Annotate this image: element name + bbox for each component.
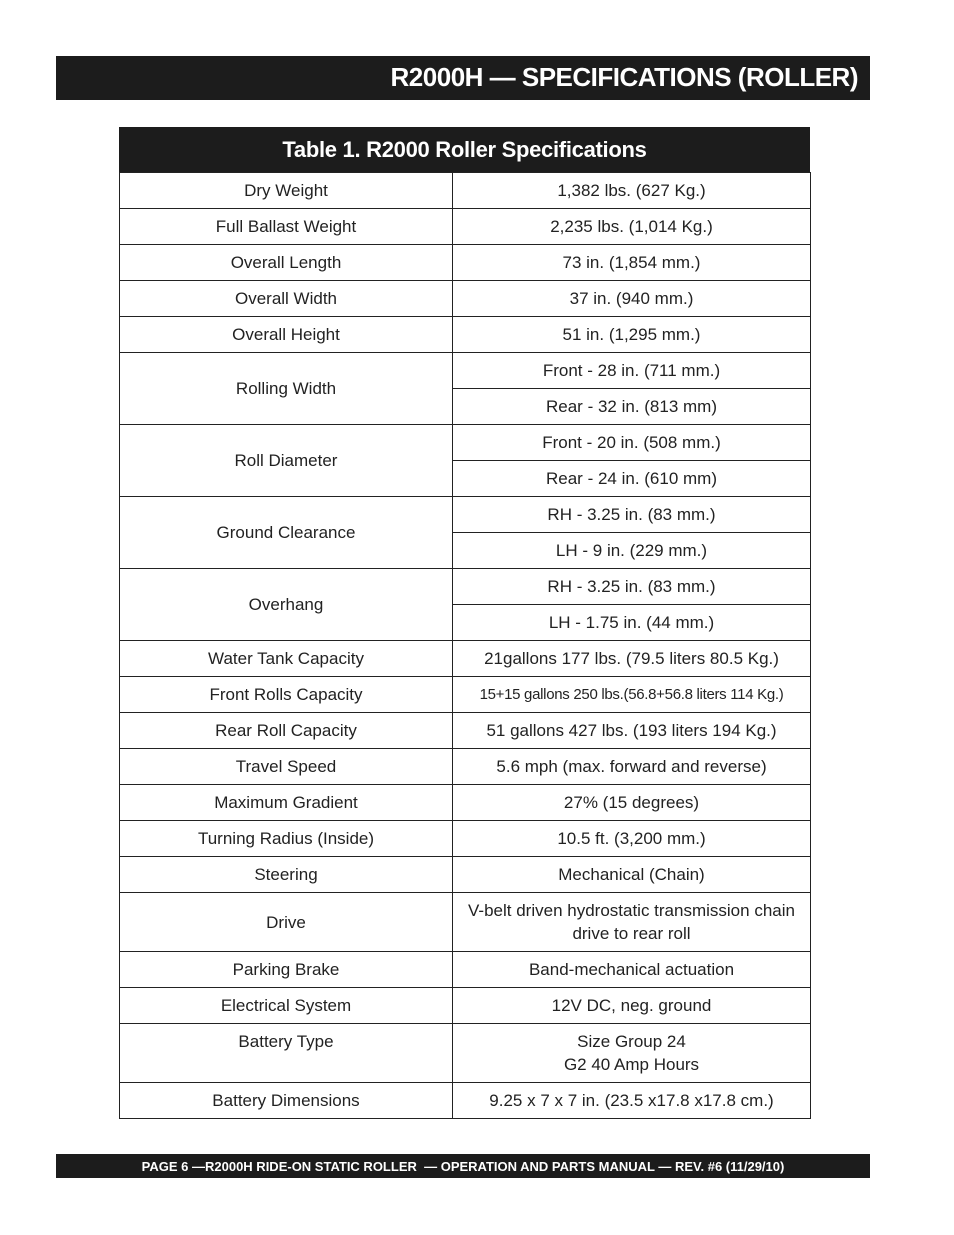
spec-row [120, 821, 811, 857]
spec-value: RH - 3.25 in. (83 mm.) [453, 497, 811, 533]
spec-label: Dry Weight [120, 173, 453, 209]
spec-row [120, 497, 811, 533]
spec-row [120, 857, 811, 893]
spec-label: Roll Diameter [120, 425, 453, 497]
spec-label: Water Tank Capacity [120, 641, 453, 677]
spec-value: 1,382 lbs. (627 Kg.) [453, 173, 811, 209]
spec-label: Electrical System [120, 988, 453, 1024]
spec-value: 9.25 x 7 x 7 in. (23.5 x17.8 x17.8 cm.) [453, 1083, 811, 1119]
spec-row [120, 677, 811, 713]
spec-label: Parking Brake [120, 952, 453, 988]
spec-label: Maximum Gradient [120, 785, 453, 821]
page-header-banner [56, 56, 870, 100]
table-title: Table 1. R2000 Roller Specifications [119, 127, 810, 172]
spec-value: 5.6 mph (max. forward and reverse) [453, 749, 811, 785]
spec-label: Drive [120, 893, 453, 952]
spec-label: Overall Length [120, 245, 453, 281]
spec-label: Overall Height [120, 317, 453, 353]
spec-table-body [119, 172, 811, 1119]
spec-row [120, 893, 811, 952]
spec-value: 73 in. (1,854 mm.) [453, 245, 811, 281]
spec-label: Ground Clearance [120, 497, 453, 569]
spec-label: Front Rolls Capacity [120, 677, 453, 713]
spec-row [120, 952, 811, 988]
spec-label: Battery Dimensions [120, 1083, 453, 1119]
specifications-table [119, 127, 810, 1119]
spec-value: Mechanical (Chain) [453, 857, 811, 893]
spec-value: 51 gallons 427 lbs. (193 liters 194 Kg.) [453, 713, 811, 749]
spec-label: Full Ballast Weight [120, 209, 453, 245]
spec-label: Steering [120, 857, 453, 893]
spec-row [120, 1083, 811, 1119]
spec-value: 37 in. (940 mm.) [453, 281, 811, 317]
spec-value: Rear - 32 in. (813 mm) [453, 389, 811, 425]
spec-label: Battery Type [120, 1024, 453, 1083]
spec-row [120, 749, 811, 785]
spec-row [120, 641, 811, 677]
spec-row [120, 1024, 811, 1083]
spec-value: LH - 1.75 in. (44 mm.) [453, 605, 811, 641]
spec-value: 2,235 lbs. (1,014 Kg.) [453, 209, 811, 245]
spec-label: Travel Speed [120, 749, 453, 785]
page-title: R2000H — SPECIFICATIONS (ROLLER) [390, 62, 858, 92]
spec-row [120, 281, 811, 317]
spec-value: RH - 3.25 in. (83 mm.) [453, 569, 811, 605]
spec-value: Rear - 24 in. (610 mm) [453, 461, 811, 497]
spec-value: 15+15 gallons 250 lbs.(56.8+56.8 liters 114 Kg.) [453, 677, 811, 713]
spec-value: 51 in. (1,295 mm.) [453, 317, 811, 353]
spec-row [120, 785, 811, 821]
spec-row [120, 988, 811, 1024]
spec-value: Front - 20 in. (508 mm.) [453, 425, 811, 461]
spec-value: Size Group 24 G2 40 Amp Hours [453, 1024, 811, 1083]
spec-value: Band-mechanical actuation [453, 952, 811, 988]
spec-label: Rolling Width [120, 353, 453, 425]
spec-label: Overall Width [120, 281, 453, 317]
spec-row [120, 713, 811, 749]
spec-value: 27% (15 degrees) [453, 785, 811, 821]
spec-row [120, 425, 811, 461]
spec-row [120, 317, 811, 353]
spec-row [120, 245, 811, 281]
spec-value: 12V DC, neg. ground [453, 988, 811, 1024]
spec-value: 10.5 ft. (3,200 mm.) [453, 821, 811, 857]
spec-label: Overhang [120, 569, 453, 641]
spec-label: Turning Radius (Inside) [120, 821, 453, 857]
spec-row [120, 353, 811, 389]
spec-row [120, 209, 811, 245]
spec-row [120, 173, 811, 209]
page-footer: PAGE 6 —R2000H RIDE-ON STATIC ROLLER — OPERATION AND PARTS MANUAL — REV. #6 (11/29/10) [56, 1154, 870, 1178]
spec-label: Rear Roll Capacity [120, 713, 453, 749]
spec-value: LH - 9 in. (229 mm.) [453, 533, 811, 569]
spec-value: Front - 28 in. (711 mm.) [453, 353, 811, 389]
spec-value: 21gallons 177 lbs. (79.5 liters 80.5 Kg.) [453, 641, 811, 677]
spec-row [120, 569, 811, 605]
spec-value: V-belt driven hydrostatic transmission chain drive to rear roll [453, 893, 811, 952]
